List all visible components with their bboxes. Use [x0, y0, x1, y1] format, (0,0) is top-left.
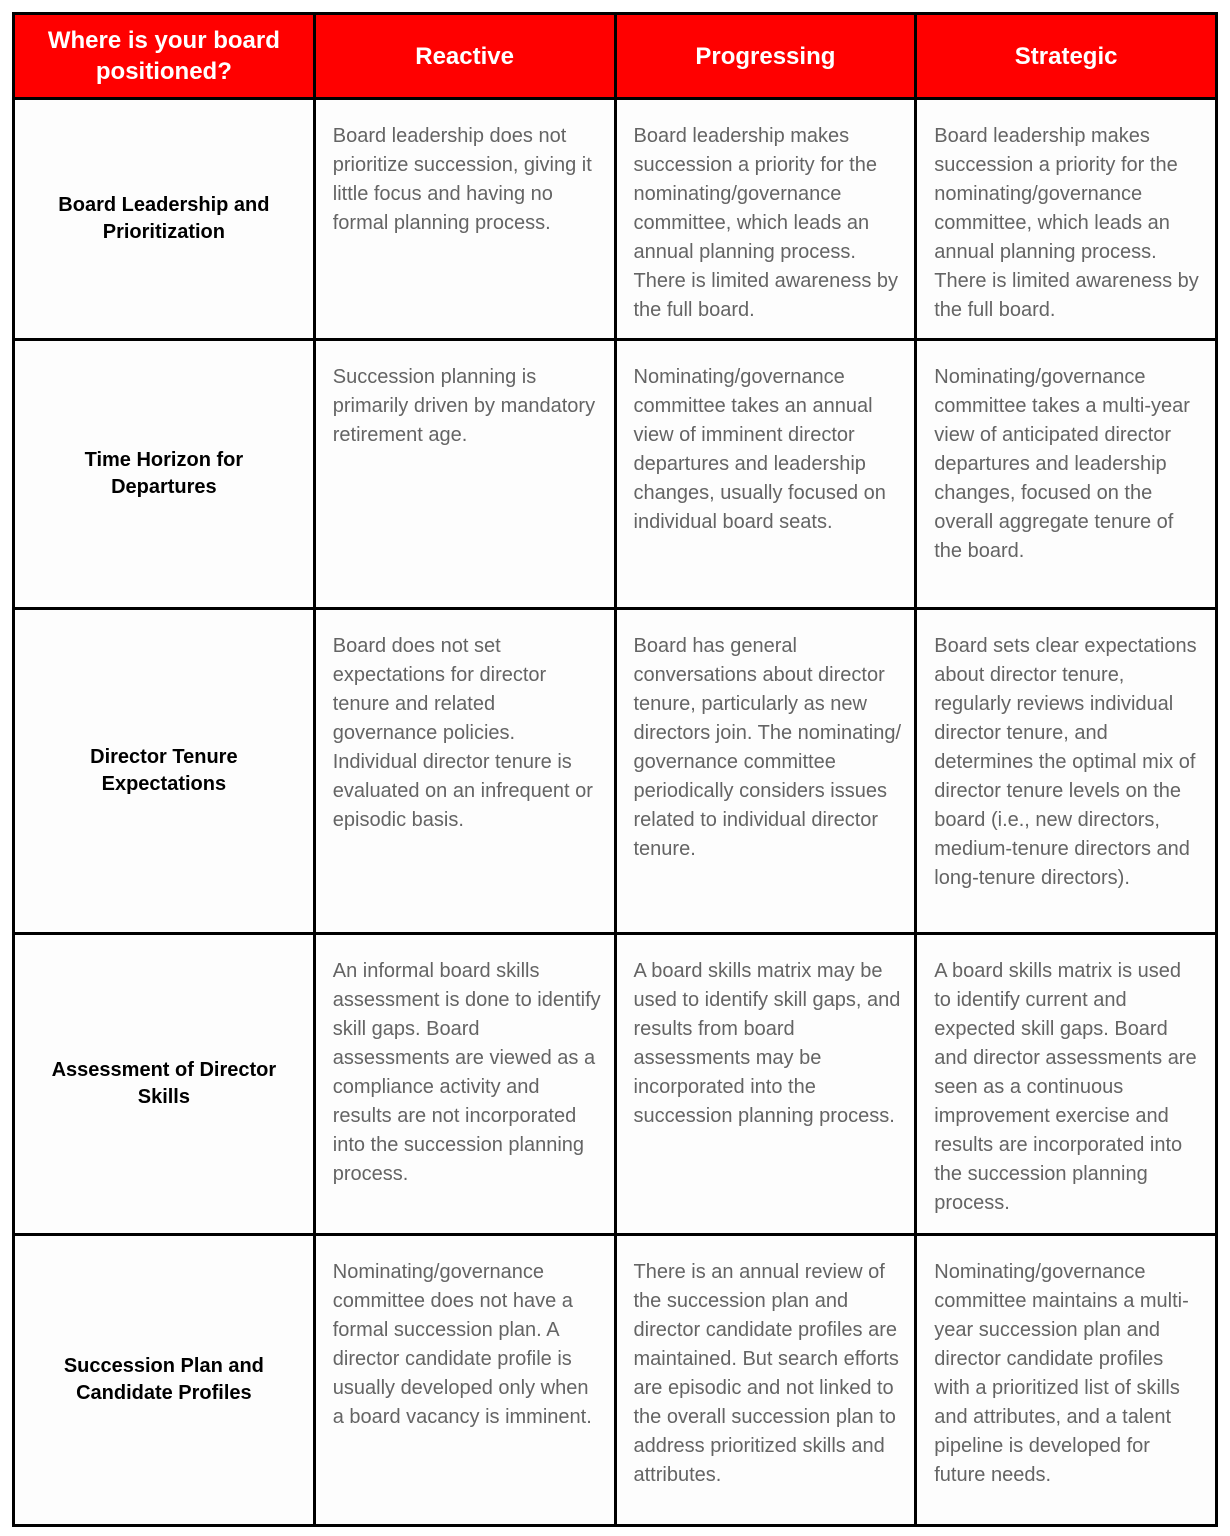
- cell-director-tenure-reactive: Board does not set expectations for director tenure and related governance policies. Individual director tenure is evaluated on an infrequent or episodic basis.: [314, 609, 615, 934]
- column-header-strategic: Strategic: [916, 14, 1217, 99]
- table-row-director-tenure: [14, 609, 1217, 934]
- table-row-board-leadership: [14, 99, 1217, 340]
- cell-succession-plan-progressing: There is an annual review of the succession plan and director candidate profiles are maintained. But search efforts are episodic and not linked to the overall succession plan to address prioritized skills and attributes.: [615, 1235, 916, 1526]
- cell-director-tenure-progressing: Board has general conversations about director tenure, particularly as new directors join. The nominating/ governance committee periodically considers issues related to individual director tenure.: [615, 609, 916, 934]
- cell-succession-plan-reactive: Nominating/governance committee does not have a formal succession plan. A director candidate profile is usually developed only when a board vacancy is imminent.: [314, 1235, 615, 1526]
- header-row: [14, 14, 1217, 99]
- column-header-progressing: Progressing: [615, 14, 916, 99]
- cell-succession-plan-strategic: Nominating/governance committee maintains a multi-year succession plan and director candidate profiles with a prioritized list of skills and attributes, and a talent pipeline is developed for future needs.: [916, 1235, 1217, 1526]
- table-row-succession-plan: [14, 1235, 1217, 1526]
- cell-board-leadership-reactive: Board leadership does not prioritize succession, giving it little focus and having no formal planning process.: [314, 99, 615, 340]
- table-row-time-horizon: [14, 340, 1217, 609]
- cell-time-horizon-strategic: Nominating/governance committee takes a multi-year view of anticipated director departures and leadership changes, focused on the overall aggregate tenure of the board.: [916, 340, 1217, 609]
- row-label-succession-plan: Succession Plan and Candidate Profiles: [14, 1235, 315, 1526]
- row-label-time-horizon: Time Horizon for Departures: [14, 340, 315, 609]
- row-label-assessment-skills: Assessment of Director Skills: [14, 934, 315, 1235]
- cell-director-tenure-strategic: Board sets clear expectations about director tenure, regularly reviews individual director tenure, and determines the optimal mix of director tenure levels on the board (i.e., new directors, medium-tenure directors and long-tenure directors).: [916, 609, 1217, 934]
- table-title-cell: Where is your board positioned?: [14, 14, 315, 99]
- cell-board-leadership-progressing: Board leadership makes succession a priority for the nominating/governance committee, which leads an annual planning process. There is limited awareness by the full board.: [615, 99, 916, 340]
- column-header-reactive: Reactive: [314, 14, 615, 99]
- row-label-board-leadership: Board Leadership and Prioritization: [14, 99, 315, 340]
- row-label-director-tenure: Director Tenure Expectations: [14, 609, 315, 934]
- cell-board-leadership-strategic: Board leadership makes succession a priority for the nominating/governance committee, which leads an annual planning process. There is limited awareness by the full board.: [916, 99, 1217, 340]
- cell-time-horizon-reactive: Succession planning is primarily driven by mandatory retirement age.: [314, 340, 615, 609]
- board-positioning-table: [12, 12, 1218, 1527]
- cell-assessment-skills-strategic: A board skills matrix is used to identify current and expected skill gaps. Board and director assessments are seen as a continuous improvement exercise and results are incorporated into the succession planning process.: [916, 934, 1217, 1235]
- cell-assessment-skills-reactive: An informal board skills assessment is done to identify skill gaps. Board assessments are viewed as a compliance activity and results are not incorporated into the succession planning process.: [314, 934, 615, 1235]
- table-row-assessment-skills: [14, 934, 1217, 1235]
- cell-time-horizon-progressing: Nominating/governance committee takes an annual view of imminent director departures and leadership changes, usually focused on individual board seats.: [615, 340, 916, 609]
- cell-assessment-skills-progressing: A board skills matrix may be used to identify skill gaps, and results from board assessments may be incorporated into the succession planning process.: [615, 934, 916, 1235]
